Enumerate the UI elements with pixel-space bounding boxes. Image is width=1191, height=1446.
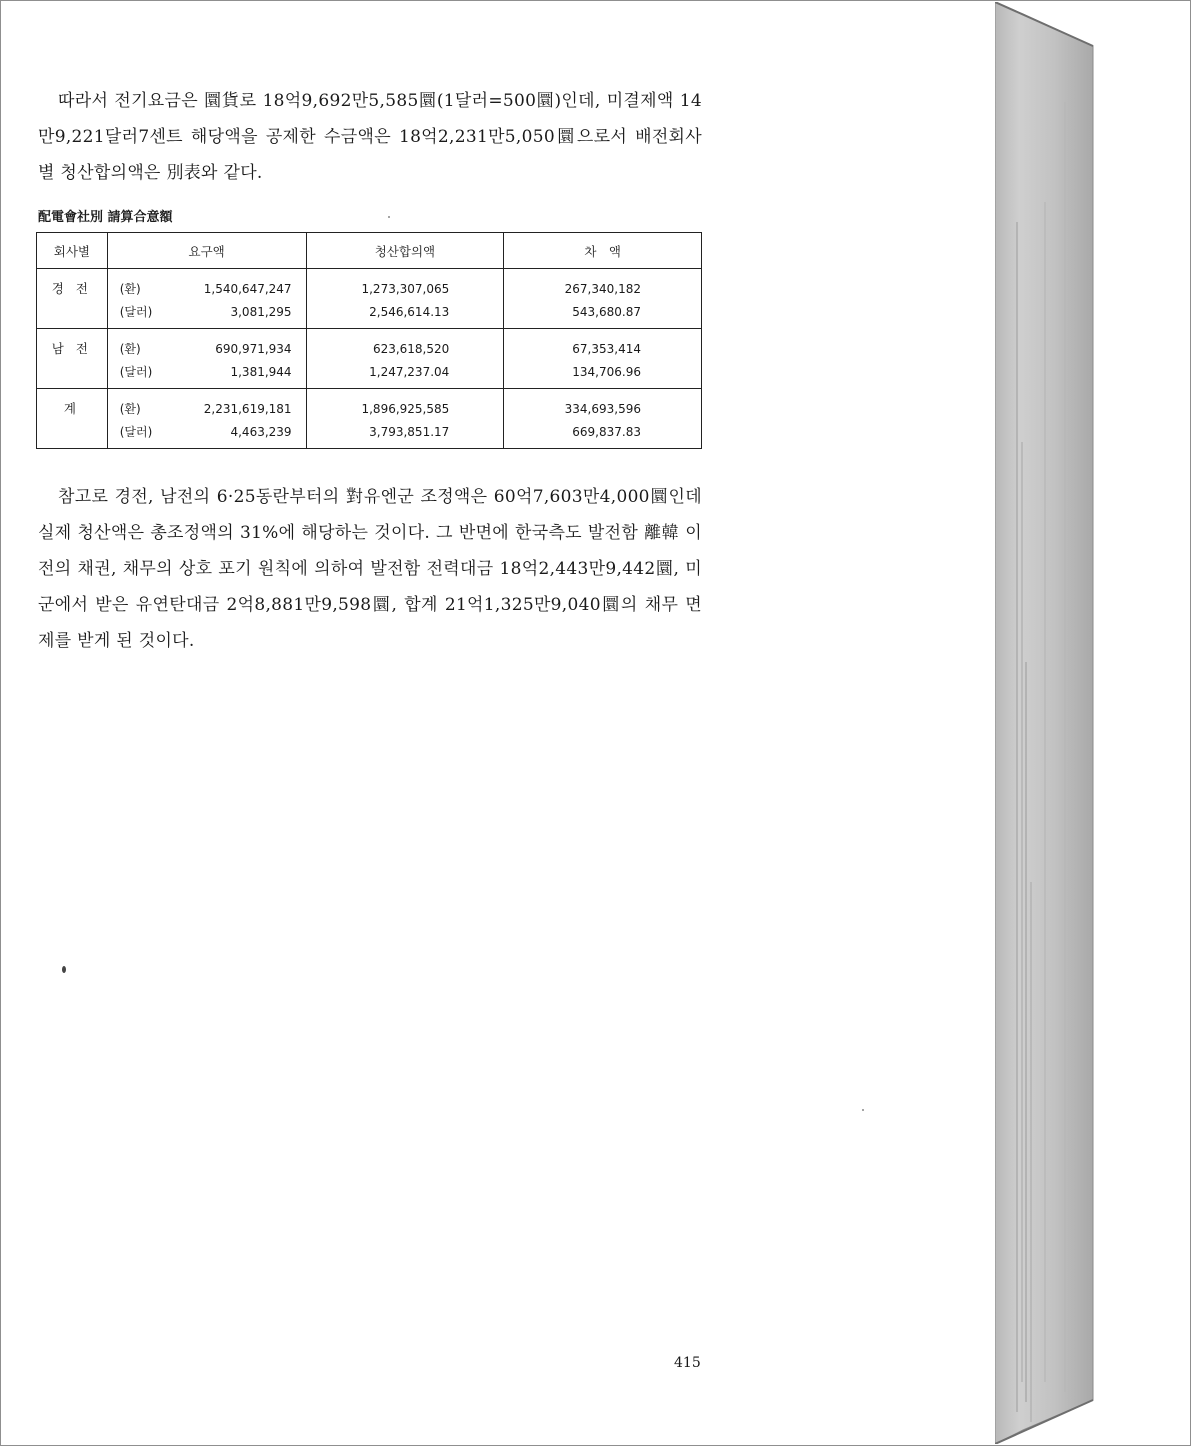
settled-won: 1,273,307,065: [361, 282, 450, 296]
requested-cell: [107, 329, 306, 389]
book-page: [2, 2, 995, 1444]
unit-won: (환): [119, 402, 141, 416]
requested-dollar: 3,081,295: [230, 305, 292, 319]
difference-cell: [504, 269, 702, 329]
settled-cell: [306, 329, 504, 389]
table-row: [37, 329, 702, 389]
requested-dollar: 4,463,239: [230, 425, 292, 439]
requested-won: 2,231,619,181: [203, 402, 292, 416]
header-company: 회사별: [37, 233, 108, 269]
table-row: [37, 269, 702, 329]
difference-won: 267,340,182: [564, 282, 641, 296]
print-speck: [62, 966, 66, 973]
book-page-edge: [995, 2, 1095, 1444]
unit-dollar: (달러): [119, 305, 153, 319]
paragraph-adjustment: 참고로 경전, 남전의 6·25동란부터의 對유엔군 조정액은 60억7,603만4,000圜인데 실제 청산액은 총조정액의 31%에 해당하는 것이다. 그 반면에 한국측도 발전함 離韓 이전의 채권, 채무의 상호 포기 원칙에 의하여 발전함 전력대금 18억2,443만9,442圜, 미군에서 받은 유연탄대금 2억8,881만9,598圜, 합계 21억1,325만9,040圜의 채무 면제를 받게 된 것이다.: [38, 487, 702, 651]
difference-cell: [504, 329, 702, 389]
company-cell: 경 전: [37, 269, 108, 329]
difference-dollar: 669,837.83: [572, 425, 641, 439]
table-title: 配電會社別 請算合意額: [38, 210, 173, 225]
settled-won: 623,618,520: [372, 342, 450, 356]
print-speck: [388, 216, 390, 218]
difference-won: 334,693,596: [564, 402, 641, 416]
requested-won: 690,971,934: [215, 342, 292, 356]
unit-dollar: (달러): [119, 365, 153, 379]
difference-won: 67,353,414: [572, 342, 641, 356]
settlement-table: [36, 232, 702, 449]
table-header-row: [37, 233, 702, 269]
settled-cell: [306, 389, 504, 449]
page-number: 415: [674, 1355, 701, 1371]
header-settled-amount: 청산합의액: [306, 233, 504, 269]
header-difference: 차 액: [504, 233, 702, 269]
print-speck: [862, 1109, 864, 1111]
requested-cell: [107, 269, 306, 329]
table-row-total: [37, 389, 702, 449]
unit-won: (환): [119, 342, 141, 356]
difference-dollar: 134,706.96: [572, 365, 641, 379]
unit-dollar: (달러): [119, 425, 153, 439]
difference-cell: [504, 389, 702, 449]
settled-dollar: 1,247,237.04: [369, 365, 450, 379]
settled-dollar: 2,546,614.13: [369, 305, 450, 319]
settled-dollar: 3,793,851.17: [369, 425, 450, 439]
unit-won: (환): [119, 282, 141, 296]
header-requested-amount: 요구액: [107, 233, 306, 269]
settled-cell: [306, 269, 504, 329]
paragraph-electricity-charges: 따라서 전기요금은 圜貨로 18억9,692만5,585圜(1달러=500圜)인데, 미결제액 14만9,221달러7센트 해당액을 공제한 수금액은 18억2,231만5,050圜으로서 배전회사별 청산합의액은 別表와 같다.: [38, 91, 702, 183]
difference-dollar: 543,680.87: [572, 305, 641, 319]
company-cell: 계: [37, 389, 108, 449]
requested-won: 1,540,647,247: [203, 282, 292, 296]
company-cell: 남 전: [37, 329, 108, 389]
settled-won: 1,896,925,585: [361, 402, 450, 416]
requested-dollar: 1,381,944: [230, 365, 292, 379]
requested-cell: [107, 389, 306, 449]
